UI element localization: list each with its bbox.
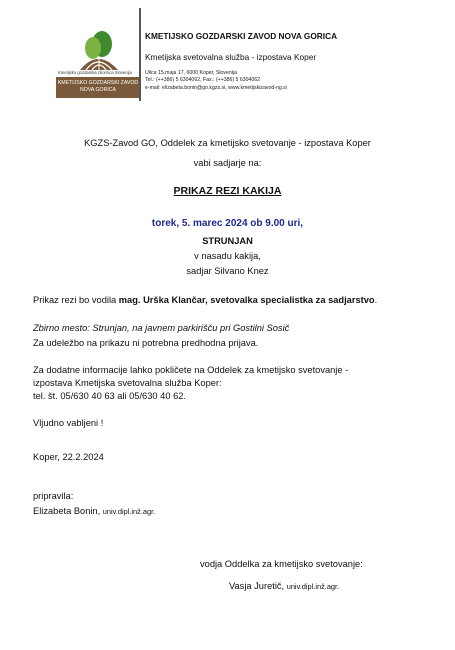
lead-prefix: Prikaz rezi bo vodila: [33, 295, 119, 305]
event-location-line1: v nasadu kakija,: [194, 251, 261, 261]
logo-small-text: Kmetijsko gozdarska zbornica Slovenija: [58, 70, 132, 75]
intro-line2: vabi sadjarje na:: [193, 158, 262, 168]
place-date: Koper, 22.2.2024: [33, 452, 104, 462]
logo-band-line1: KMETIJSKO GOZDARSKI ZAVOD: [57, 80, 139, 86]
greeting: Vljudno vabljeni !: [33, 418, 104, 428]
address-line1: Ulica 15.maja 17, 6000 Koper, Slovenija: [145, 70, 237, 76]
no-registration-note: Za udeležbo na prikazu ni potrebna predhodna prijava.: [33, 338, 259, 348]
event-date-time: torek, 5. marec 2024 ob 9.00 uri,: [151, 218, 304, 229]
prepared-name: Elizabeta Bonin,: [33, 506, 103, 516]
head-title: univ.dipl.inž.agr.: [286, 582, 340, 591]
info-line2: izpostava Kmetijska svetovalna služba Koper:: [33, 378, 222, 388]
lead-paragraph: [33, 294, 377, 306]
info-phone-line: tel. št. 05/630 40 63 ali 05/630 40 62.: [33, 391, 186, 401]
prepared-title: univ.dipl.inž.agr.: [102, 507, 156, 516]
prepared-by-label: pripravila:: [33, 491, 74, 501]
info-line1: Za dodatne informacije lahko pokličete na Oddelek za kmetijsko svetovanje -: [33, 365, 349, 375]
address-line2: Tel.: (++386) 5 6304062, Fax.: (++386) 5 6304062: [145, 77, 261, 84]
meeting-point: Zbirno mesto: Strunjan, na javnem parkirišču pri Gostilni Sosič: [33, 323, 290, 333]
logo-band-line2: NOVA GORICA: [80, 87, 116, 93]
head-name: Vasja Juretič,: [229, 581, 287, 591]
address-line3: e-mail: elizabeta.bonin@go.kgzs.si, www.kmetijskizavod-ng.si: [145, 84, 287, 91]
logo-band: [56, 77, 140, 98]
header-divider: [139, 8, 141, 101]
field-hill-logo-icon: [78, 30, 120, 70]
event-location-line2: sadjar Silvano Knez: [186, 266, 269, 276]
institute-title: KMETIJSKO GOZDARSKI ZAVOD NOVA GORICA: [145, 31, 338, 41]
institute-subtitle: Kmetijska svetovalna služba - izpostava Koper: [145, 52, 317, 62]
lead-name: mag. Urška Klančar, svetovalka specialistka za sadjarstvo: [118, 295, 375, 305]
institute-logo: [56, 30, 140, 100]
head-label: vodja Oddelka za kmetijsko svetovanje:: [200, 559, 363, 569]
prepared-by-name: [33, 505, 155, 518]
head-signature: [229, 580, 339, 593]
event-title: PRIKAZ REZI KAKIJA: [173, 185, 282, 197]
intro-line1: KGZS-Zavod GO, Oddelek za kmetijsko svetovanje - izpostava Koper: [84, 138, 371, 148]
institute-address: [145, 70, 287, 92]
event-place: STRUNJAN: [202, 236, 253, 246]
lead-suffix: .: [374, 295, 378, 305]
